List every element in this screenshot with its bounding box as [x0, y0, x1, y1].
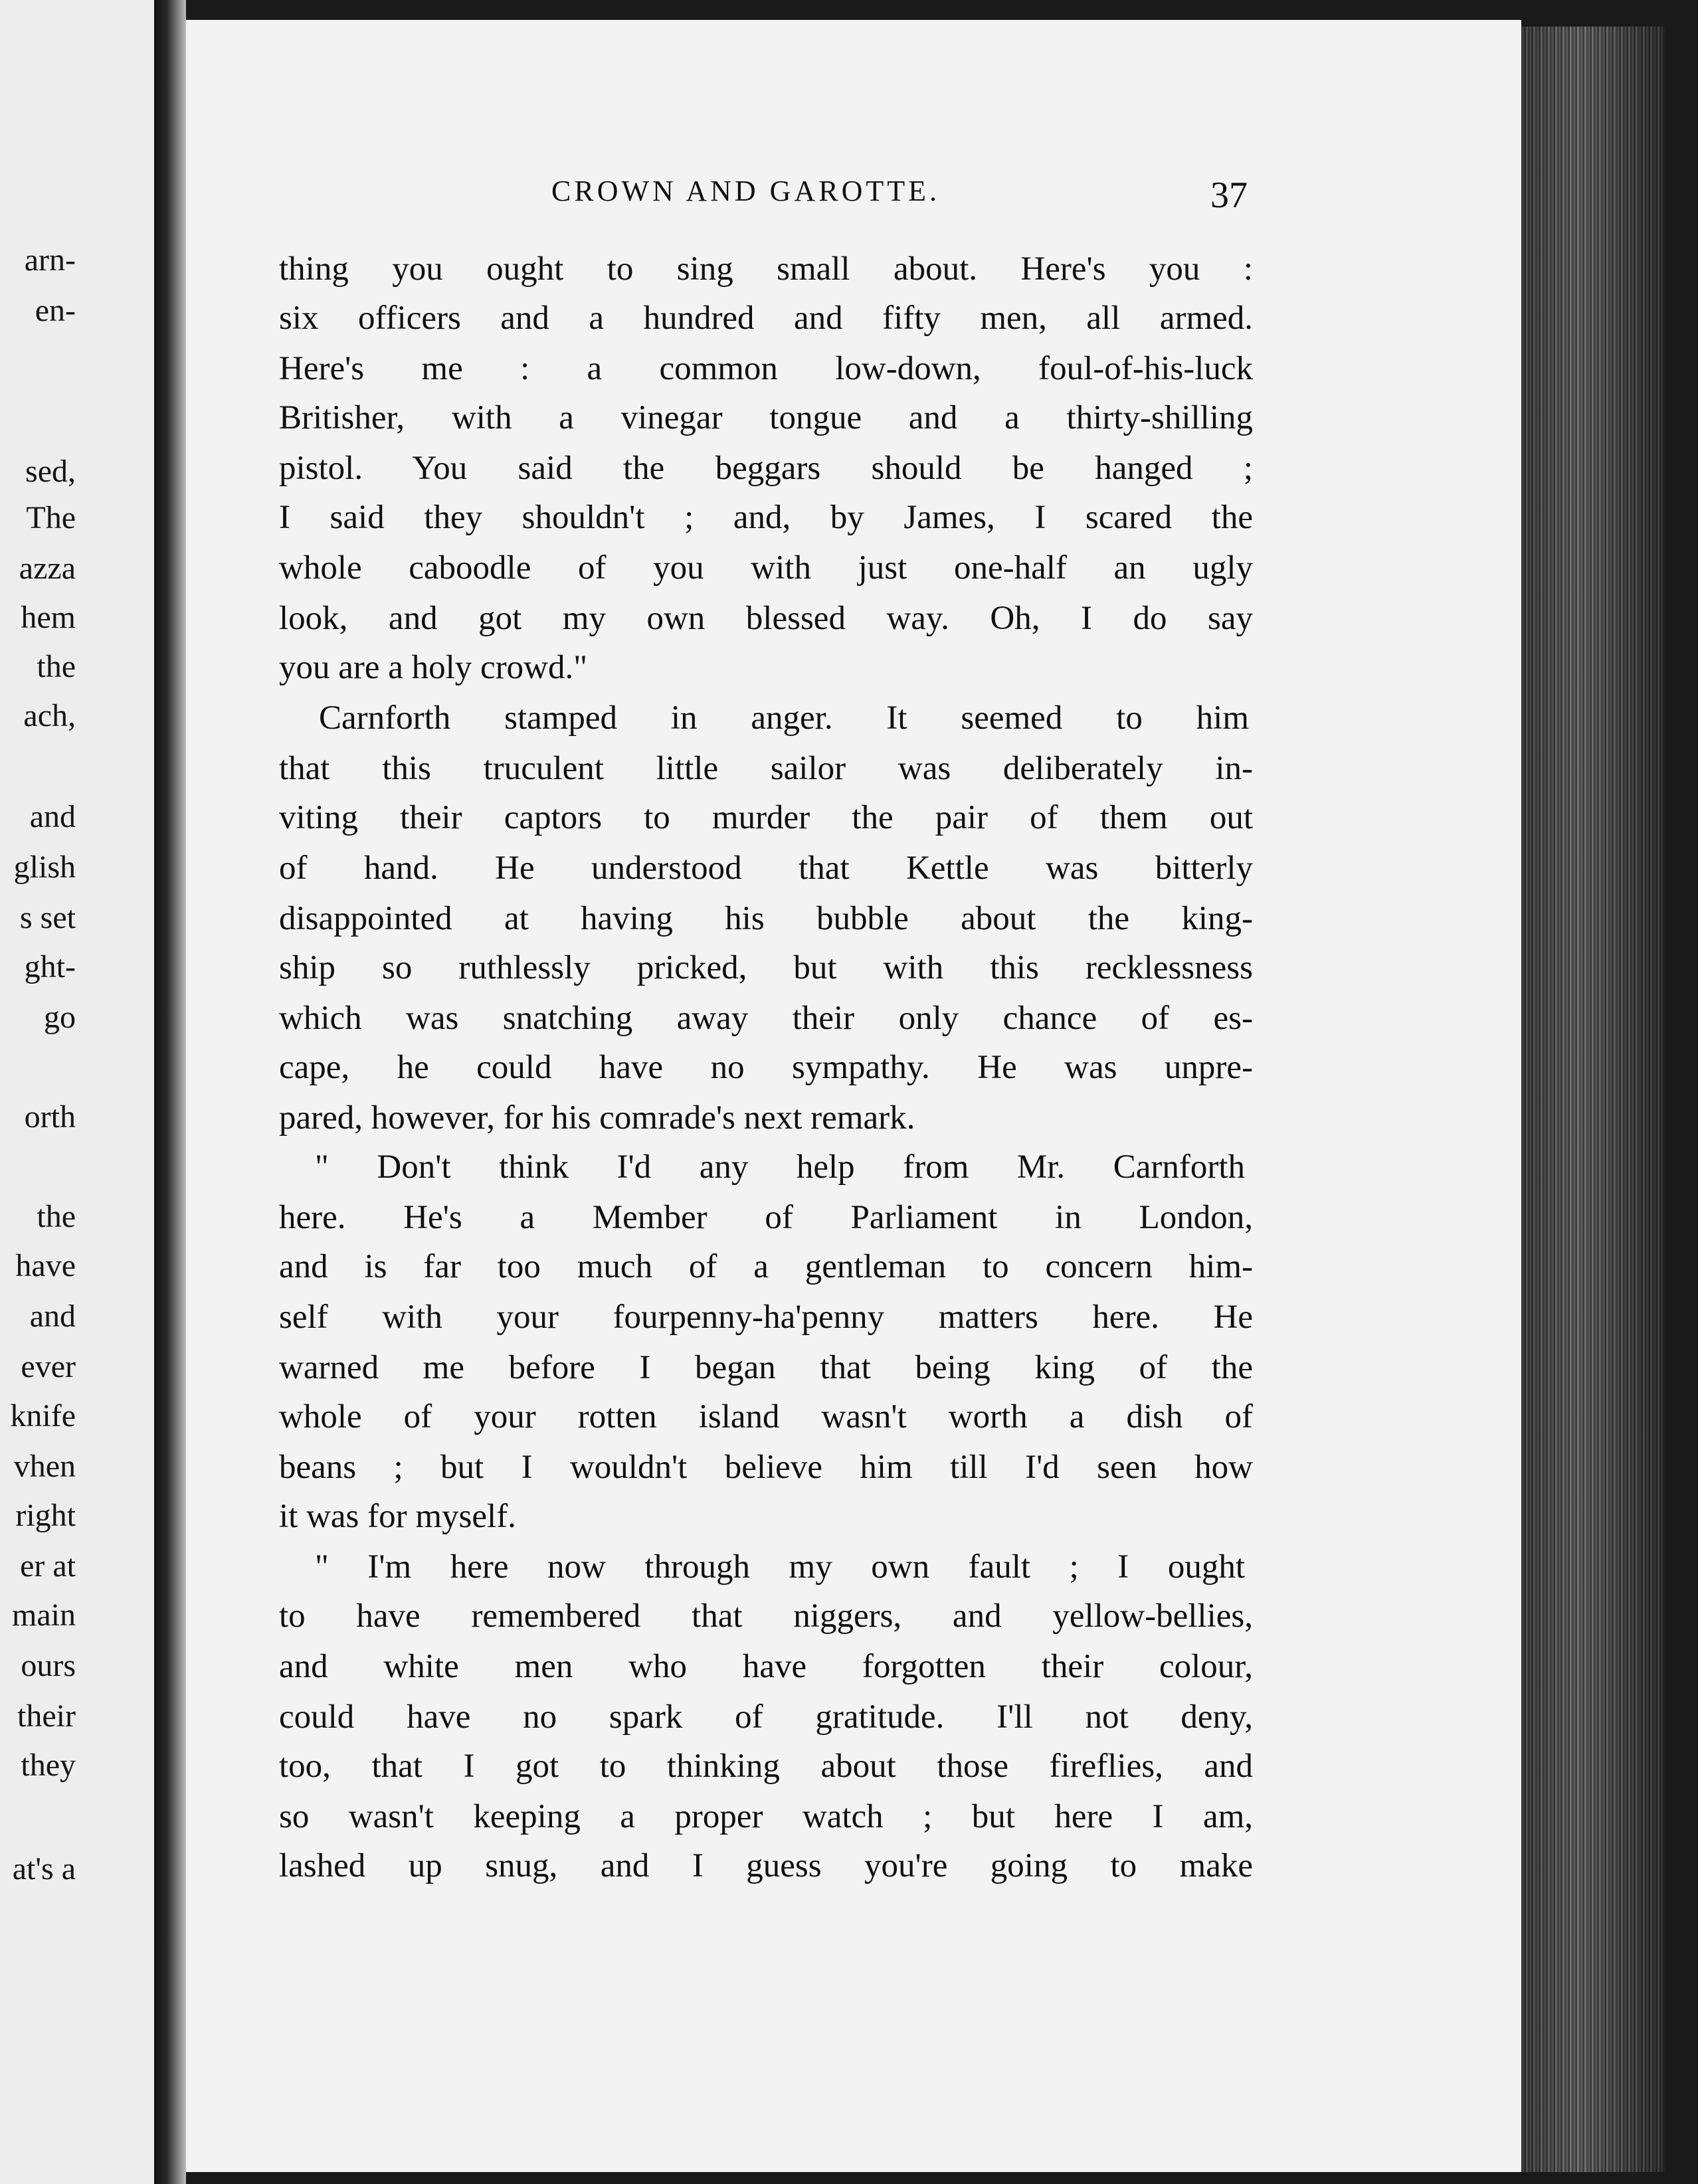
text-line: ship so ruthlessly pricked, but with this recklessness — [279, 949, 1253, 986]
left-page-fragment: go — [44, 1000, 76, 1035]
left-page-fragment: main — [12, 1597, 76, 1633]
left-page-fragment: and — [29, 1299, 76, 1334]
left-page-fragment: ever — [21, 1349, 76, 1384]
text-line: I said they shouldn't ; and, by James, I scared the — [279, 499, 1253, 536]
text-line: you are a holy crowd." — [279, 649, 588, 686]
text-line: too, that I got to thinking about those fireflies, and — [279, 1748, 1253, 1785]
left-page-fragment: they — [21, 1748, 76, 1783]
left-page-fragment: ach, — [23, 698, 76, 733]
text-line: viting their captors to murder the pair of them out — [279, 799, 1253, 836]
text-line: to have remembered that niggers, and yellow-bellies, — [279, 1597, 1253, 1635]
text-line: that this truculent little sailor was deliberately in- — [279, 750, 1253, 787]
previous-page-edge — [0, 0, 154, 2184]
left-page-fragment: vhen — [13, 1449, 76, 1484]
left-page-fragment: knife — [10, 1398, 76, 1433]
text-line: " Don't think I'd any help from Mr. Carnforth — [315, 1148, 1245, 1186]
text-line: here. He's a Member of Parliament in London, — [279, 1199, 1253, 1236]
text-line: beans ; but I wouldn't believe him till I'd seen how — [279, 1449, 1253, 1486]
left-page-fragment: orth — [24, 1099, 76, 1135]
left-page-fragment: their — [17, 1698, 76, 1734]
text-line: lashed up snug, and I guess you're going to make — [279, 1847, 1253, 1884]
text-line: disappointed at having his bubble about the king- — [279, 900, 1253, 937]
left-page-fragment: The — [26, 500, 76, 535]
left-page-fragment: the — [37, 649, 76, 684]
text-line: and is far too much of a gentleman to concern him- — [279, 1248, 1253, 1285]
text-line: look, and got my own blessed way. Oh, I do say — [279, 600, 1253, 637]
left-page-fragment: ght- — [24, 949, 76, 984]
text-line: thing you ought to sing small about. Here's you : — [279, 250, 1253, 288]
text-line: pared, however, for his comrade's next remark. — [279, 1099, 915, 1137]
text-line: it was for myself. — [279, 1498, 516, 1535]
left-page-fragment: ours — [21, 1648, 76, 1683]
left-page-fragment: and — [29, 799, 76, 834]
text-line: could have no spark of gratitude. I'll not deny, — [279, 1698, 1253, 1736]
left-page-fragment: at's a — [12, 1851, 76, 1886]
text-line: six officers and a hundred and fifty men, all armed. — [279, 300, 1253, 337]
text-line: cape, he could have no sympathy. He was unpre- — [279, 1049, 1253, 1086]
left-page-fragment: right — [15, 1498, 76, 1533]
book-gutter — [154, 0, 186, 2184]
left-page-fragment: azza — [19, 551, 76, 586]
text-line: and white men who have forgotten their colour, — [279, 1648, 1253, 1685]
page-number: 37 — [1210, 175, 1248, 216]
text-line: self with your fourpenny-ha'penny matters here. He — [279, 1299, 1253, 1336]
left-page-fragment: arn- — [24, 242, 76, 278]
text-line: " I'm here now through my own fault ; I ought — [315, 1548, 1245, 1586]
text-line: Carnforth stamped in anger. It seemed to him — [319, 699, 1249, 737]
text-line: Here's me : a common low-down, foul-of-his-luck — [279, 350, 1253, 387]
text-line: whole of your rotten island wasn't worth a dish of — [279, 1398, 1253, 1435]
left-page-fragment: en- — [35, 293, 76, 328]
left-page-fragment: glish — [13, 850, 76, 885]
left-page-fragment: s set — [20, 900, 76, 935]
left-page-fragment: sed, — [25, 454, 76, 489]
left-page-fragment: have — [15, 1248, 76, 1283]
left-page-fragment: the — [37, 1199, 76, 1234]
text-line: warned me before I began that being king of the — [279, 1349, 1253, 1386]
text-line: pistol. You said the beggars should be hanged ; — [279, 450, 1253, 487]
left-page-fragment: hem — [21, 600, 76, 635]
text-line: Britisher, with a vinegar tongue and a thirty-shilling — [279, 399, 1253, 436]
text-line: so wasn't keeping a proper watch ; but here I am, — [279, 1798, 1253, 1835]
text-line: whole caboodle of you with just one-half an ugly — [279, 549, 1253, 587]
text-line: which was snatching away their only chance of es- — [279, 1000, 1253, 1037]
text-line: of hand. He understood that Kettle was bitterly — [279, 850, 1253, 887]
left-page-fragment: er at — [20, 1548, 76, 1584]
page-stack-shadow — [1521, 27, 1665, 2172]
running-head: CROWN AND GAROTTE. — [551, 175, 940, 207]
